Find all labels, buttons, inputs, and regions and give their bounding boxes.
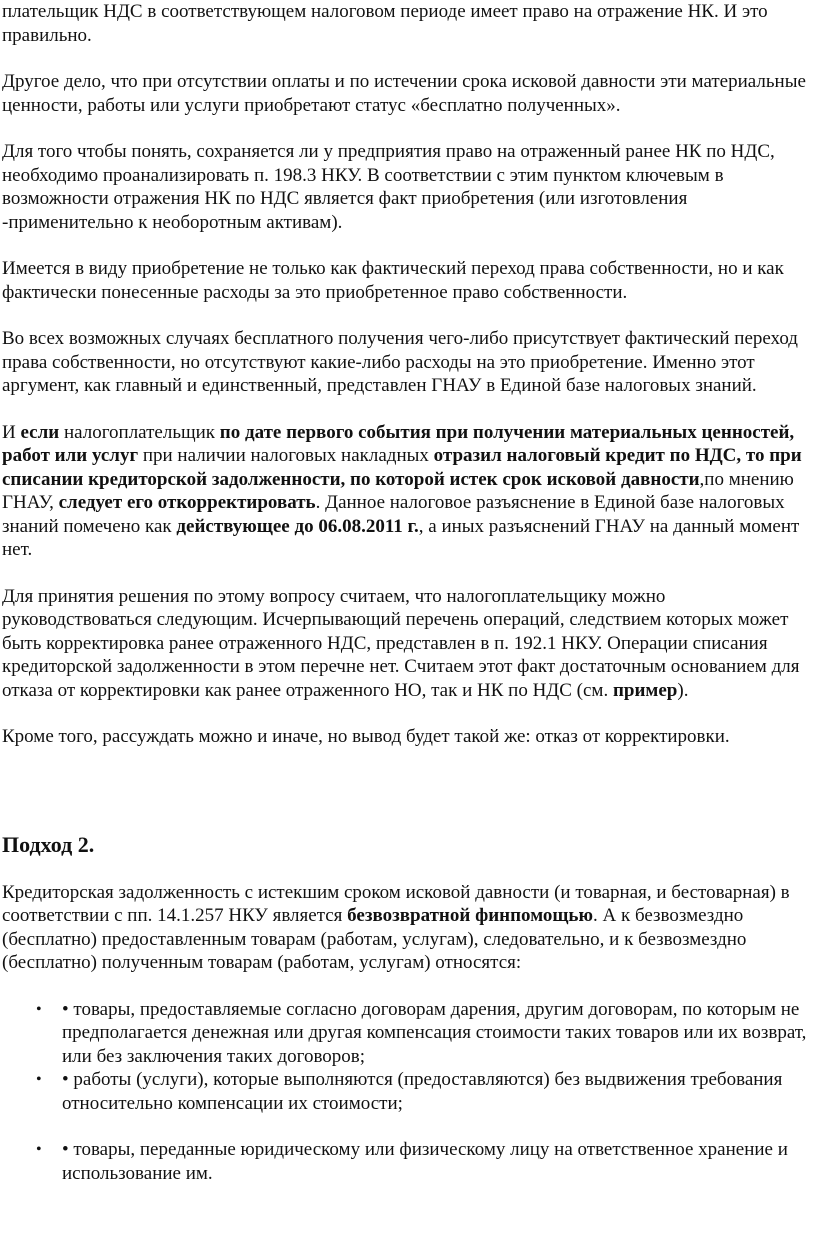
- example-link[interactable]: пример: [612, 679, 678, 701]
- text-run: налогоплательщик: [59, 421, 220, 443]
- bold-run: действующее до 06.08.2011 г.: [176, 515, 419, 537]
- paragraph: Во всех возможных случаях бесплатного получения чего-либо присутствует фактический переход права собственности, но отсутствуют какие-либо расходы на это приобретение. Именно этот аргумент, как главный и единственный, представлен ГНАУ в Единой базе налоговых знаний.: [2, 328, 798, 396]
- text-run: при наличии налоговых накладных: [138, 445, 434, 466]
- list-item: [2, 998, 810, 1069]
- bold-run: по дате первого события при получении материальных ценностей, работ или услуг: [2, 421, 795, 466]
- bullet-icon: •: [36, 1000, 42, 1018]
- text-run: И: [2, 421, 21, 443]
- bullet-icon: •: [36, 1071, 42, 1088]
- paragraph: плательщик НДС в соответствующем налоговом периоде имеет право на отражение НК. И это правильно.: [2, 1, 768, 46]
- list-item-text: • работы (услуги), которые выполняются (предоставляются) без выдвижения требования относительно компенсации их стоимости;: [62, 1069, 783, 1114]
- bold-run: если: [20, 421, 60, 443]
- bold-run: отразил налоговый кредит по НДС, то при списании кредиторской задолженности, по которой истек срок исковой давности: [2, 445, 802, 490]
- paragraph-rich: [2, 881, 810, 975]
- text-run: . Данное налоговое разъяснение в Единой базе налоговых знаний помечено как: [2, 492, 785, 537]
- text-run: Для принятия решения по этому вопросу считаем, что налогоплательщику можно руководствоваться следующим. Исчерпывающий перечень операций, следствием которых может быть корректировка ранее отраженного НДС, представлен в п. 192.1 НКУ. Операции списания кредиторской задолженности в этом перечне нет. Считаем этот факт достаточным основанием для отказа от корректировки как ранее отраженного НО, так и НК по НДС (см.: [2, 585, 800, 701]
- section-heading: Подход 2.: [2, 831, 95, 857]
- list-item: [2, 1068, 810, 1115]
- bullet-list: [2, 998, 810, 1186]
- paragraph: Для того чтобы понять, сохраняется ли у предприятия право на отраженный ранее НК по НДС, необходимо проанализировать п. 198.3 НКУ. В соответствии с этим пунктом ключевым в возможности отражения НК по НДС является факт приобретения (или изготовления -применительно к необоротным активам).: [2, 141, 775, 233]
- bold-run: следует его откорректировать: [58, 492, 316, 513]
- text-run: Кредиторская задолженность с истекшим сроком исковой давности (и товарная, и бестоварная) в соответствии с пп. 14.1.257 НКУ является: [2, 881, 790, 926]
- paragraph-rich: [2, 585, 810, 703]
- list-item-text: • товары, переданные юридическому или физическому лицу на ответственное хранение и использование им.: [62, 1139, 788, 1184]
- text-run: ).: [677, 679, 689, 701]
- bold-run: безвозвратной финпомощью: [347, 905, 593, 926]
- bullet-icon: •: [36, 1141, 42, 1158]
- text-run: ,по мнению ГНАУ,: [2, 468, 794, 513]
- text-run: . А к безвозмездно (бесплатно) предоставленным товарам (работам, услугам), следовательно, и к безвозмездно (бесплатно) полученным товарам (работам, услугам) относятся:: [2, 905, 747, 973]
- paragraph: Кроме того, рассуждать можно и иначе, но вывод будет такой же: отказ от корректировки.: [2, 726, 730, 747]
- list-item-text: • товары, предоставляемые согласно договорам дарения, другим договорам, по которым не предполагается денежная или другая компенсация стоимости таких товаров или их возврат, или без заключения таких договоров;: [62, 998, 807, 1067]
- list-item: [2, 1138, 810, 1185]
- paragraph: Другое дело, что при отсутствии оплаты и по истечении срока исковой давности эти материальные ценности, работы или услуги приобретают статус «бесплатно полученных».: [2, 71, 806, 116]
- spacer: [2, 772, 810, 832]
- paragraph: Имеется в виду приобретение не только как фактический переход права собственности, но и как фактически понесенные расходы за это приобретенное право собственности.: [2, 258, 784, 303]
- text-run: , а иных разъяснений ГНАУ на данный момент нет.: [2, 515, 800, 560]
- paragraph-rich: [2, 421, 810, 562]
